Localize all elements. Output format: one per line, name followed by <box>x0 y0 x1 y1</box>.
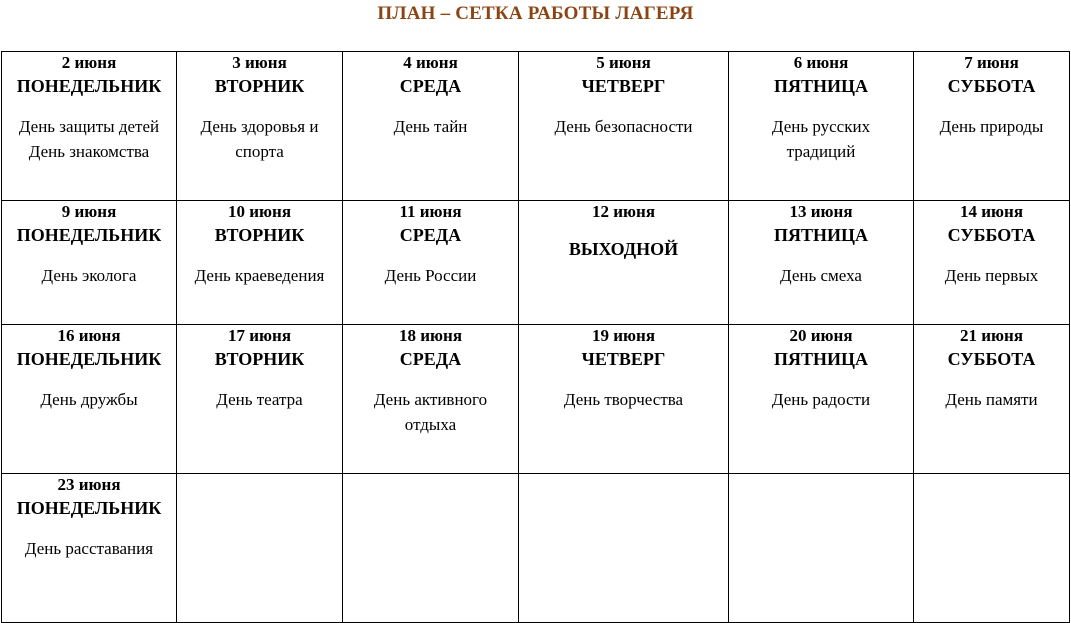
day-cell <box>2 474 177 623</box>
day-theme-line: День театра <box>216 390 303 409</box>
day-cell <box>2 325 177 474</box>
day-cell <box>343 325 519 474</box>
day-cell <box>177 52 343 201</box>
day-date: 14 июня <box>959 202 1024 221</box>
day-cell <box>519 325 729 474</box>
day-theme-line: День России <box>384 266 477 285</box>
day-theme <box>371 387 490 437</box>
day-weekday: СРЕДА <box>399 349 462 369</box>
day-weekday: ПОНЕДЕЛЬНИК <box>16 76 162 96</box>
day-cell <box>2 201 177 325</box>
day-theme-line: День тайн <box>393 117 468 136</box>
day-cell <box>343 52 519 201</box>
day-cell <box>177 201 343 325</box>
day-theme-line: День краеведения <box>194 266 325 285</box>
day-theme <box>777 263 865 288</box>
day-date: 10 июня <box>227 202 292 221</box>
day-date: 17 июня <box>227 326 292 345</box>
day-date: 19 июня <box>591 326 656 345</box>
day-theme <box>937 114 1047 139</box>
table-row <box>2 474 1070 623</box>
day-cell <box>729 52 914 201</box>
day-date: 16 июня <box>57 326 121 345</box>
day-date: 3 июня <box>232 53 287 72</box>
day-theme-line: День творчества <box>563 390 684 409</box>
day-date: 7 июня <box>964 53 1019 72</box>
day-weekday: ЧЕТВЕРГ <box>581 349 666 369</box>
day-weekday: СУББОТА <box>947 225 1036 245</box>
day-date: 2 июня <box>61 53 117 72</box>
day-theme-line: День смеха <box>780 266 862 285</box>
day-theme-line: День здоровья и <box>200 117 319 136</box>
day-weekday: ПЯТНИЦА <box>773 225 868 245</box>
day-date: 9 июня <box>61 202 117 221</box>
day-theme-line: День русских <box>771 117 871 136</box>
empty-cell <box>729 474 914 623</box>
day-weekday: ПЯТНИЦА <box>773 349 868 369</box>
day-theme <box>561 387 686 412</box>
day-weekday: СРЕДА <box>399 76 462 96</box>
table-row <box>2 325 1070 474</box>
empty-cell <box>177 474 343 623</box>
day-date: 11 июня <box>399 202 462 221</box>
day-theme <box>192 263 328 288</box>
day-weekday: ПОНЕДЕЛЬНИК <box>16 225 162 245</box>
camp-schedule-grid <box>1 51 1070 623</box>
day-cell <box>914 201 1070 325</box>
day-cell <box>729 325 914 474</box>
day-cell <box>177 325 343 474</box>
day-cell <box>729 201 914 325</box>
day-weekday: ВТОРНИК <box>214 349 305 369</box>
day-theme <box>942 387 1040 412</box>
day-theme-line: спорта <box>235 142 284 161</box>
day-theme <box>39 263 140 288</box>
day-theme-line: традиций <box>786 142 856 161</box>
day-theme <box>382 263 480 288</box>
day-weekday: ЧЕТВЕРГ <box>581 76 666 96</box>
day-theme-line: День дружбы <box>40 390 138 409</box>
day-date: 18 июня <box>398 326 463 345</box>
day-weekday: ПОНЕДЕЛЬНИК <box>16 498 162 518</box>
day-theme-line: День эколога <box>41 266 137 285</box>
day-theme <box>769 387 873 412</box>
day-weekday: СУББОТА <box>947 349 1036 369</box>
day-theme-line: День радости <box>771 390 871 409</box>
day-theme-line: День первых <box>944 266 1039 285</box>
day-weekday: ВТОРНИК <box>214 225 305 245</box>
day-date: 12 июня <box>591 202 656 221</box>
day-cell <box>343 201 519 325</box>
day-date: 21 июня <box>959 326 1024 345</box>
day-theme <box>37 387 140 412</box>
day-theme-line: День природы <box>939 117 1044 136</box>
day-theme <box>551 114 695 139</box>
day-theme <box>16 114 162 164</box>
table-row <box>2 52 1070 201</box>
day-theme-line: отдыха <box>404 415 457 434</box>
empty-cell <box>914 474 1070 623</box>
day-date: 20 июня <box>789 326 853 345</box>
day-cell <box>2 52 177 201</box>
day-cell <box>519 201 729 325</box>
day-theme-line: День памяти <box>945 390 1038 409</box>
day-weekday: ПЯТНИЦА <box>773 76 868 96</box>
day-theme <box>198 114 322 164</box>
day-theme <box>769 114 873 164</box>
empty-cell <box>343 474 519 623</box>
table-row <box>2 201 1070 325</box>
day-theme-line: День знакомства <box>28 142 150 161</box>
day-off-label: ВЫХОДНОЙ <box>568 239 679 259</box>
day-date: 4 июня <box>403 53 458 72</box>
day-cell <box>914 52 1070 201</box>
day-date: 6 июня <box>793 53 849 72</box>
day-weekday: ВТОРНИК <box>214 76 305 96</box>
day-theme-line: День расставания <box>24 539 154 558</box>
day-theme <box>213 387 305 412</box>
day-theme-line: День безопасности <box>554 117 693 136</box>
day-weekday: ПОНЕДЕЛЬНИК <box>16 349 162 369</box>
day-theme-line: День активного <box>373 390 488 409</box>
day-date: 13 июня <box>789 202 853 221</box>
day-weekday: СУББОТА <box>947 76 1036 96</box>
day-cell <box>914 325 1070 474</box>
day-theme <box>942 263 1042 288</box>
day-date: 23 июня <box>57 475 121 494</box>
empty-cell <box>519 474 729 623</box>
day-date: 5 июня <box>596 53 651 72</box>
day-theme <box>391 114 471 139</box>
day-theme <box>22 536 156 561</box>
day-cell <box>519 52 729 201</box>
day-weekday: СРЕДА <box>399 225 462 245</box>
page-title: ПЛАН – СЕТКА РАБОТЫ ЛАГЕРЯ <box>377 3 694 24</box>
day-theme-line: День защиты детей <box>18 117 160 136</box>
